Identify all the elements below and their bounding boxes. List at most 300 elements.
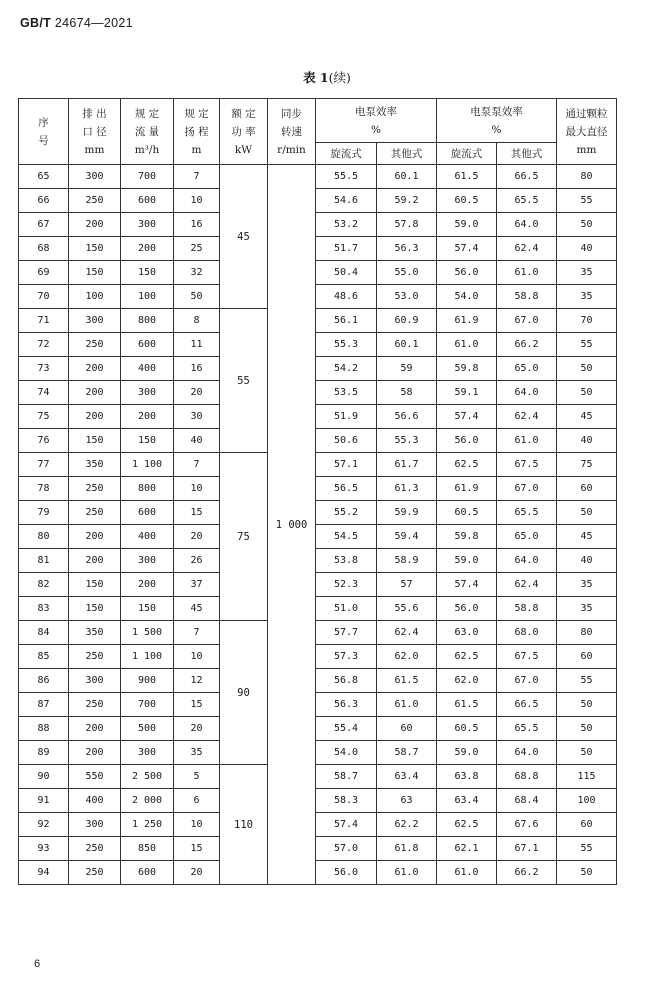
seq-cell: 73 (19, 357, 69, 381)
head-cell: 35 (174, 741, 220, 765)
head-cell: 16 (174, 357, 220, 381)
pump-eff-swirl-cell: 56.0 (437, 261, 497, 285)
pump-eff-swirl-cell: 60.5 (437, 501, 497, 525)
flow-cell: 200 (121, 405, 174, 429)
col-header-rated-power: 额 定 功 率 kW (220, 99, 268, 165)
seq-cell: 68 (19, 237, 69, 261)
flow-cell: 800 (121, 477, 174, 501)
flow-cell: 150 (121, 597, 174, 621)
pump-eff-other-cell: 64.0 (497, 741, 557, 765)
outlet-cell: 550 (69, 765, 121, 789)
motor-pump-eff-other-cell: 62.4 (377, 621, 437, 645)
particle-cell: 60 (557, 813, 617, 837)
pump-eff-other-cell: 65.0 (497, 525, 557, 549)
particle-cell: 115 (557, 765, 617, 789)
head-cell: 15 (174, 501, 220, 525)
head-cell: 30 (174, 405, 220, 429)
outlet-cell: 250 (69, 693, 121, 717)
table-row (19, 309, 617, 333)
motor-pump-eff-other-cell: 61.5 (377, 669, 437, 693)
pump-eff-swirl-cell: 59.1 (437, 381, 497, 405)
table-row (19, 453, 617, 477)
outlet-cell: 100 (69, 285, 121, 309)
motor-pump-eff-swirl-cell: 54.2 (316, 357, 377, 381)
flow-cell: 150 (121, 429, 174, 453)
flow-cell: 700 (121, 693, 174, 717)
motor-pump-eff-swirl-cell: 50.4 (316, 261, 377, 285)
outlet-cell: 200 (69, 717, 121, 741)
pump-eff-other-cell: 64.0 (497, 381, 557, 405)
particle-cell: 55 (557, 837, 617, 861)
pump-eff-other-cell: 67.6 (497, 813, 557, 837)
head-cell: 15 (174, 693, 220, 717)
particle-cell: 35 (557, 285, 617, 309)
flow-cell: 1 100 (121, 453, 174, 477)
pump-eff-other-cell: 66.5 (497, 693, 557, 717)
particle-cell: 70 (557, 309, 617, 333)
outlet-cell: 250 (69, 837, 121, 861)
pump-eff-other-cell: 61.0 (497, 429, 557, 453)
motor-pump-eff-swirl-cell: 54.5 (316, 525, 377, 549)
particle-cell: 100 (557, 789, 617, 813)
seq-cell: 84 (19, 621, 69, 645)
seq-cell: 93 (19, 837, 69, 861)
particle-cell: 50 (557, 381, 617, 405)
table-row (19, 597, 617, 621)
particle-cell: 40 (557, 549, 617, 573)
motor-pump-eff-other-cell: 59.2 (377, 189, 437, 213)
particle-cell: 35 (557, 573, 617, 597)
motor-pump-eff-swirl-cell: 56.0 (316, 861, 377, 885)
seq-cell: 85 (19, 645, 69, 669)
seq-cell: 75 (19, 405, 69, 429)
subheader-other: 其他式 (377, 143, 437, 165)
sync-speed-cell: 1 000 (268, 165, 316, 885)
motor-pump-eff-swirl-cell: 54.0 (316, 741, 377, 765)
table-caption-label: 表 1 (303, 70, 329, 85)
rated-power-cell: 110 (220, 765, 268, 885)
subheader-other: 其他式 (497, 143, 557, 165)
col-header-rated-head: 规 定 扬 程 m (174, 99, 220, 165)
particle-cell: 50 (557, 213, 617, 237)
outlet-cell: 250 (69, 333, 121, 357)
outlet-cell: 300 (69, 813, 121, 837)
motor-pump-eff-swirl-cell: 58.3 (316, 789, 377, 813)
table-row (19, 621, 617, 645)
seq-cell: 72 (19, 333, 69, 357)
motor-pump-eff-other-cell: 59 (377, 357, 437, 381)
motor-pump-eff-swirl-cell: 55.3 (316, 333, 377, 357)
head-cell: 16 (174, 213, 220, 237)
motor-pump-eff-other-cell: 61.0 (377, 861, 437, 885)
col-header-outlet-diameter: 排 出 口 径 mm (69, 99, 121, 165)
motor-pump-eff-other-cell: 58.7 (377, 741, 437, 765)
motor-pump-eff-swirl-cell: 51.7 (316, 237, 377, 261)
pump-eff-other-cell: 62.4 (497, 405, 557, 429)
particle-cell: 50 (557, 861, 617, 885)
motor-pump-eff-other-cell: 59.4 (377, 525, 437, 549)
outlet-cell: 250 (69, 189, 121, 213)
standard-number: 24674—2021 (54, 16, 133, 30)
table-row (19, 765, 617, 789)
pump-eff-other-cell: 64.0 (497, 213, 557, 237)
pump-eff-other-cell: 62.4 (497, 237, 557, 261)
pump-spec-table (18, 98, 617, 885)
motor-pump-eff-swirl-cell: 57.3 (316, 645, 377, 669)
seq-cell: 79 (19, 501, 69, 525)
pump-eff-other-cell: 68.4 (497, 789, 557, 813)
rated-power-cell: 75 (220, 453, 268, 621)
subheader-swirl: 旋流式 (437, 143, 497, 165)
flow-cell: 400 (121, 525, 174, 549)
motor-pump-eff-other-cell: 57 (377, 573, 437, 597)
outlet-cell: 250 (69, 501, 121, 525)
outlet-cell: 350 (69, 453, 121, 477)
head-cell: 10 (174, 477, 220, 501)
pump-eff-other-cell: 67.1 (497, 837, 557, 861)
pump-eff-swirl-cell: 59.8 (437, 525, 497, 549)
pump-eff-swirl-cell: 57.4 (437, 405, 497, 429)
motor-pump-eff-swirl-cell: 55.2 (316, 501, 377, 525)
head-cell: 10 (174, 189, 220, 213)
particle-cell: 60 (557, 645, 617, 669)
pump-eff-swirl-cell: 59.8 (437, 357, 497, 381)
table-row (19, 549, 617, 573)
seq-cell: 66 (19, 189, 69, 213)
motor-pump-eff-swirl-cell: 55.5 (316, 165, 377, 189)
pump-eff-other-cell: 66.2 (497, 333, 557, 357)
outlet-cell: 250 (69, 645, 121, 669)
outlet-cell: 350 (69, 621, 121, 645)
seq-cell: 92 (19, 813, 69, 837)
table-row (19, 285, 617, 309)
pump-eff-swirl-cell: 62.5 (437, 645, 497, 669)
flow-cell: 2 000 (121, 789, 174, 813)
particle-cell: 80 (557, 621, 617, 645)
head-cell: 45 (174, 597, 220, 621)
pump-eff-swirl-cell: 62.0 (437, 669, 497, 693)
pump-eff-swirl-cell: 61.5 (437, 693, 497, 717)
table-row (19, 213, 617, 237)
outlet-cell: 150 (69, 597, 121, 621)
head-cell: 7 (174, 621, 220, 645)
seq-cell: 91 (19, 789, 69, 813)
particle-cell: 55 (557, 669, 617, 693)
motor-pump-eff-other-cell: 55.0 (377, 261, 437, 285)
outlet-cell: 200 (69, 405, 121, 429)
particle-cell: 40 (557, 237, 617, 261)
pump-eff-swirl-cell: 61.9 (437, 309, 497, 333)
rated-power-cell: 55 (220, 309, 268, 453)
pump-eff-swirl-cell: 56.0 (437, 429, 497, 453)
flow-cell: 200 (121, 237, 174, 261)
flow-cell: 600 (121, 501, 174, 525)
outlet-cell: 200 (69, 381, 121, 405)
outlet-cell: 150 (69, 237, 121, 261)
standard-prefix: GB/T (20, 16, 52, 30)
particle-cell: 50 (557, 357, 617, 381)
table-row (19, 333, 617, 357)
particle-cell: 50 (557, 501, 617, 525)
flow-cell: 100 (121, 285, 174, 309)
seq-cell: 69 (19, 261, 69, 285)
seq-cell: 90 (19, 765, 69, 789)
motor-pump-eff-swirl-cell: 57.1 (316, 453, 377, 477)
motor-pump-eff-swirl-cell: 57.4 (316, 813, 377, 837)
seq-cell: 82 (19, 573, 69, 597)
pump-eff-swirl-cell: 63.4 (437, 789, 497, 813)
motor-pump-eff-swirl-cell: 53.8 (316, 549, 377, 573)
particle-cell: 45 (557, 405, 617, 429)
outlet-cell: 150 (69, 573, 121, 597)
table-row (19, 573, 617, 597)
flow-cell: 850 (121, 837, 174, 861)
motor-pump-eff-other-cell: 62.2 (377, 813, 437, 837)
particle-cell: 35 (557, 597, 617, 621)
flow-cell: 1 100 (121, 645, 174, 669)
pump-eff-swirl-cell: 56.0 (437, 597, 497, 621)
motor-pump-eff-other-cell: 59.9 (377, 501, 437, 525)
motor-pump-eff-other-cell: 58.9 (377, 549, 437, 573)
head-cell: 8 (174, 309, 220, 333)
motor-pump-eff-other-cell: 53.0 (377, 285, 437, 309)
table-body (19, 165, 617, 885)
flow-cell: 150 (121, 261, 174, 285)
motor-pump-eff-other-cell: 61.0 (377, 693, 437, 717)
pump-eff-other-cell: 67.0 (497, 309, 557, 333)
motor-pump-eff-other-cell: 56.3 (377, 237, 437, 261)
seq-cell: 67 (19, 213, 69, 237)
col-header-motor-pump-efficiency: 电泵效率 % (316, 99, 437, 143)
seq-cell: 71 (19, 309, 69, 333)
pump-eff-swirl-cell: 62.5 (437, 453, 497, 477)
motor-pump-eff-swirl-cell: 53.5 (316, 381, 377, 405)
motor-pump-eff-swirl-cell: 57.7 (316, 621, 377, 645)
seq-cell: 65 (19, 165, 69, 189)
head-cell: 5 (174, 765, 220, 789)
flow-cell: 300 (121, 381, 174, 405)
col-header-max-particle: 通过颗粒 最大直径 mm (557, 99, 617, 165)
motor-pump-eff-other-cell: 55.3 (377, 429, 437, 453)
head-cell: 7 (174, 453, 220, 477)
head-cell: 32 (174, 261, 220, 285)
table-caption-continued: (续) (328, 70, 351, 85)
pump-eff-swirl-cell: 57.4 (437, 573, 497, 597)
motor-pump-eff-swirl-cell: 56.1 (316, 309, 377, 333)
pump-eff-other-cell: 66.5 (497, 165, 557, 189)
outlet-cell: 300 (69, 165, 121, 189)
pump-eff-other-cell: 67.5 (497, 453, 557, 477)
pump-eff-swirl-cell: 61.0 (437, 333, 497, 357)
rated-power-cell: 45 (220, 165, 268, 309)
pump-eff-other-cell: 61.0 (497, 261, 557, 285)
col-header-sync-speed: 同步 转速 r/min (268, 99, 316, 165)
flow-cell: 900 (121, 669, 174, 693)
seq-cell: 86 (19, 669, 69, 693)
head-cell: 40 (174, 429, 220, 453)
outlet-cell: 250 (69, 861, 121, 885)
pump-eff-swirl-cell: 59.0 (437, 213, 497, 237)
seq-cell: 83 (19, 597, 69, 621)
head-cell: 7 (174, 165, 220, 189)
head-cell: 20 (174, 717, 220, 741)
pump-eff-swirl-cell: 59.0 (437, 741, 497, 765)
motor-pump-eff-swirl-cell: 56.3 (316, 693, 377, 717)
table-row (19, 261, 617, 285)
outlet-cell: 400 (69, 789, 121, 813)
motor-pump-eff-swirl-cell: 52.3 (316, 573, 377, 597)
pump-eff-other-cell: 67.0 (497, 669, 557, 693)
outlet-cell: 200 (69, 549, 121, 573)
table-row (19, 381, 617, 405)
table-row (19, 501, 617, 525)
head-cell: 20 (174, 525, 220, 549)
motor-pump-eff-other-cell: 61.7 (377, 453, 437, 477)
outlet-cell: 200 (69, 357, 121, 381)
head-cell: 25 (174, 237, 220, 261)
table-row (19, 357, 617, 381)
head-cell: 37 (174, 573, 220, 597)
subheader-swirl: 旋流式 (316, 143, 377, 165)
motor-pump-eff-other-cell: 60.9 (377, 309, 437, 333)
pump-eff-other-cell: 58.8 (497, 597, 557, 621)
motor-pump-eff-other-cell: 60 (377, 717, 437, 741)
seq-cell: 81 (19, 549, 69, 573)
motor-pump-eff-other-cell: 62.0 (377, 645, 437, 669)
motor-pump-eff-other-cell: 61.8 (377, 837, 437, 861)
pump-eff-other-cell: 65.5 (497, 501, 557, 525)
pump-eff-swirl-cell: 62.1 (437, 837, 497, 861)
flow-cell: 200 (121, 573, 174, 597)
pump-eff-other-cell: 62.4 (497, 573, 557, 597)
flow-cell: 600 (121, 189, 174, 213)
pump-eff-other-cell: 68.0 (497, 621, 557, 645)
seq-cell: 89 (19, 741, 69, 765)
pump-eff-swirl-cell: 62.5 (437, 813, 497, 837)
head-cell: 10 (174, 813, 220, 837)
head-cell: 26 (174, 549, 220, 573)
particle-cell: 50 (557, 717, 617, 741)
seq-cell: 80 (19, 525, 69, 549)
head-cell: 12 (174, 669, 220, 693)
seq-cell: 77 (19, 453, 69, 477)
motor-pump-eff-swirl-cell: 55.4 (316, 717, 377, 741)
pump-eff-swirl-cell: 63.8 (437, 765, 497, 789)
table-row (19, 789, 617, 813)
head-cell: 20 (174, 861, 220, 885)
seq-cell: 78 (19, 477, 69, 501)
seq-cell: 76 (19, 429, 69, 453)
pump-eff-swirl-cell: 57.4 (437, 237, 497, 261)
motor-pump-eff-other-cell: 60.1 (377, 165, 437, 189)
pump-eff-other-cell: 64.0 (497, 549, 557, 573)
pump-eff-other-cell: 65.0 (497, 357, 557, 381)
outlet-cell: 300 (69, 669, 121, 693)
page-number: 6 (34, 958, 41, 970)
motor-pump-eff-swirl-cell: 57.0 (316, 837, 377, 861)
particle-cell: 45 (557, 525, 617, 549)
motor-pump-eff-swirl-cell: 58.7 (316, 765, 377, 789)
head-cell: 10 (174, 645, 220, 669)
table-row (19, 405, 617, 429)
head-cell: 11 (174, 333, 220, 357)
particle-cell: 40 (557, 429, 617, 453)
col-header-pump-efficiency: 电泵泵效率 % (437, 99, 557, 143)
pump-eff-other-cell: 65.5 (497, 717, 557, 741)
pump-eff-other-cell: 66.2 (497, 861, 557, 885)
motor-pump-eff-swirl-cell: 54.6 (316, 189, 377, 213)
outlet-cell: 200 (69, 213, 121, 237)
head-cell: 50 (174, 285, 220, 309)
particle-cell: 75 (557, 453, 617, 477)
flow-cell: 600 (121, 333, 174, 357)
pump-eff-swirl-cell: 61.5 (437, 165, 497, 189)
flow-cell: 2 500 (121, 765, 174, 789)
particle-cell: 60 (557, 477, 617, 501)
pump-eff-swirl-cell: 60.5 (437, 717, 497, 741)
table-row (19, 693, 617, 717)
motor-pump-eff-other-cell: 58 (377, 381, 437, 405)
table-row (19, 645, 617, 669)
particle-cell: 55 (557, 333, 617, 357)
pump-eff-swirl-cell: 61.9 (437, 477, 497, 501)
motor-pump-eff-other-cell: 56.6 (377, 405, 437, 429)
outlet-cell: 150 (69, 429, 121, 453)
outlet-cell: 300 (69, 309, 121, 333)
pump-eff-other-cell: 65.5 (497, 189, 557, 213)
flow-cell: 1 500 (121, 621, 174, 645)
seq-cell: 94 (19, 861, 69, 885)
table-row (19, 717, 617, 741)
head-cell: 6 (174, 789, 220, 813)
outlet-cell: 200 (69, 525, 121, 549)
table-row (19, 477, 617, 501)
table-row (19, 669, 617, 693)
head-cell: 15 (174, 837, 220, 861)
motor-pump-eff-swirl-cell: 51.9 (316, 405, 377, 429)
pump-eff-swirl-cell: 59.0 (437, 549, 497, 573)
motor-pump-eff-other-cell: 63 (377, 789, 437, 813)
pump-eff-swirl-cell: 61.0 (437, 861, 497, 885)
motor-pump-eff-swirl-cell: 56.8 (316, 669, 377, 693)
head-cell: 20 (174, 381, 220, 405)
flow-cell: 300 (121, 741, 174, 765)
table-row (19, 525, 617, 549)
particle-cell: 55 (557, 189, 617, 213)
motor-pump-eff-other-cell: 63.4 (377, 765, 437, 789)
table-row (19, 861, 617, 885)
motor-pump-eff-other-cell: 60.1 (377, 333, 437, 357)
table-row (19, 741, 617, 765)
particle-cell: 50 (557, 741, 617, 765)
motor-pump-eff-swirl-cell: 48.6 (316, 285, 377, 309)
flow-cell: 500 (121, 717, 174, 741)
seq-cell: 87 (19, 693, 69, 717)
table-row (19, 189, 617, 213)
motor-pump-eff-swirl-cell: 51.0 (316, 597, 377, 621)
motor-pump-eff-other-cell: 57.8 (377, 213, 437, 237)
flow-cell: 400 (121, 357, 174, 381)
pump-eff-swirl-cell: 54.0 (437, 285, 497, 309)
particle-cell: 50 (557, 693, 617, 717)
pump-eff-other-cell: 58.8 (497, 285, 557, 309)
outlet-cell: 200 (69, 741, 121, 765)
seq-cell: 70 (19, 285, 69, 309)
motor-pump-eff-swirl-cell: 50.6 (316, 429, 377, 453)
flow-cell: 800 (121, 309, 174, 333)
col-header-rated-flow: 规 定 流 量 m³/h (121, 99, 174, 165)
motor-pump-eff-other-cell: 61.3 (377, 477, 437, 501)
